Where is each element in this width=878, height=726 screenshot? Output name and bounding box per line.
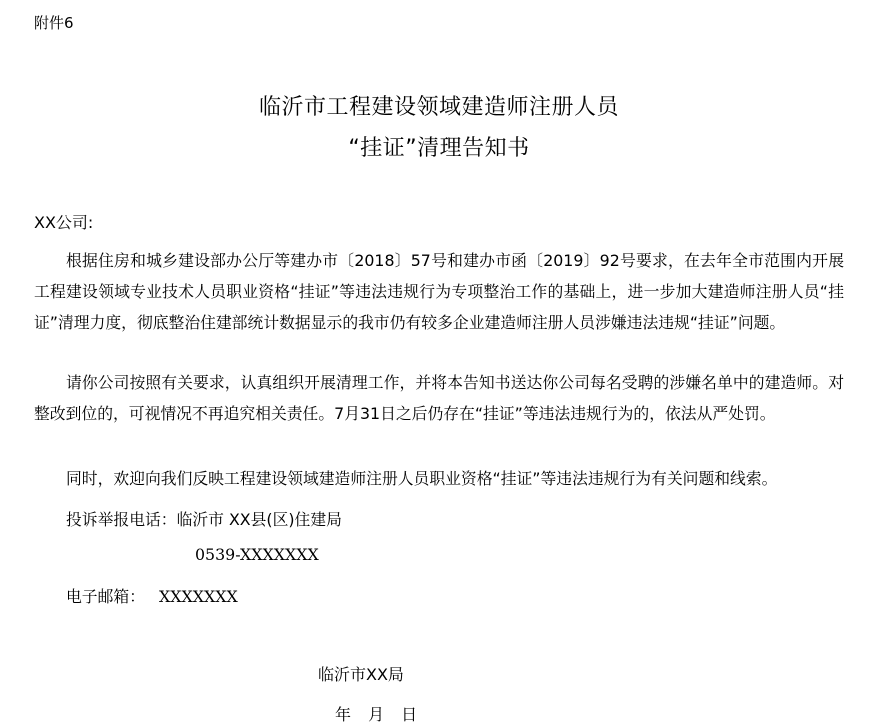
paragraph-welcome-reports: 同时，欢迎向我们反映工程建设领域建造师注册人员职业资格“挂证”等违法违规行为有关问题和线索。 xyxy=(66,469,778,488)
salutation: XX公司: xyxy=(34,213,94,232)
complaint-hotline-label: 投诉举报电话：临沂市 XX县(区)住建局 xyxy=(66,510,342,529)
email-label: 电子邮箱： xyxy=(66,587,145,606)
complaint-phone-number: 0539-XXXXXXX xyxy=(195,545,319,564)
issuing-authority: 临沂市XX局 xyxy=(318,665,404,684)
paragraph-requirements: 根据住房和城乡建设部办公厅等建办市〔2018〕57号和建办市函〔2019〕92号要求，在去年全市范围内开展工程建设领域专业技术人员职业资格“挂证”等违法违规行为专项整治工作的基础上，进一步加大建造师注册人员“挂证”清理力度，彻底整治住建部统计数据显示的我市仍有较多企业建造师注册人员涉嫌违法违规“挂证”问题。 xyxy=(34,251,844,332)
paragraph-instructions: 请你公司按照有关要求，认真组织开展清理工作，并将本告知书送达你公司每名受聘的涉嫌名单中的建造师。对整改到位的，可视情况不再追究相关责任。7月31日之后仍存在“挂证”等违法违规行为的，依法从严处罚。 xyxy=(34,373,844,423)
document-title-line-1: 临沂市工程建设领域建造师注册人员 xyxy=(258,95,619,120)
issue-date: 年 月 日 xyxy=(335,705,418,724)
email-value: XXXXXXX xyxy=(159,587,238,606)
attachment-label: 附件6 xyxy=(34,14,74,32)
email-line xyxy=(66,584,238,607)
document-title-line-2: “挂证”清理告知书 xyxy=(348,136,530,161)
